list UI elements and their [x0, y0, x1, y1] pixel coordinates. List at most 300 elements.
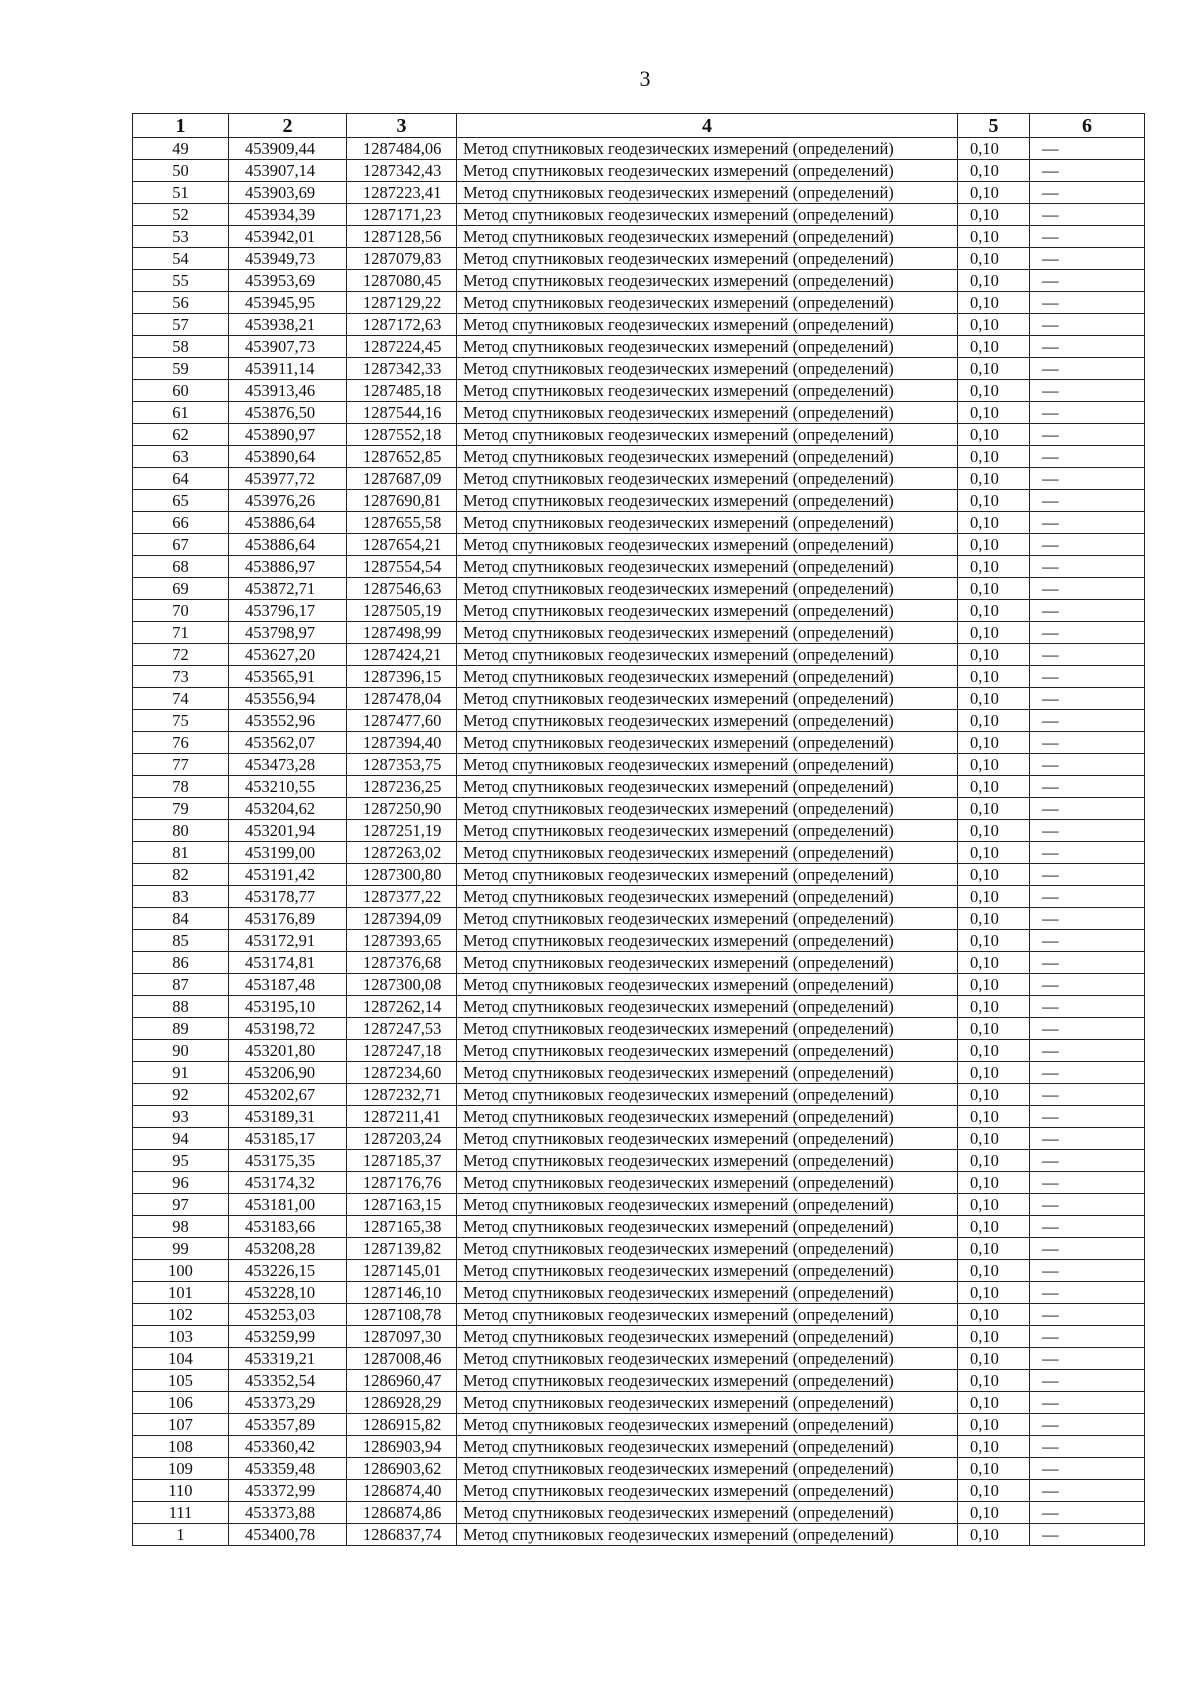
- y-coordinate-cell: 1287139,82: [347, 1238, 457, 1260]
- accuracy-cell: 0,10: [958, 314, 1030, 336]
- table-row: [133, 1172, 1145, 1194]
- y-coordinate-cell: 1286903,62: [347, 1458, 457, 1480]
- accuracy-cell: 0,10: [958, 798, 1030, 820]
- table-row: [133, 512, 1145, 534]
- table-row: [133, 996, 1145, 1018]
- point-number-cell: 59: [133, 358, 229, 380]
- method-cell: Метод спутниковых геодезических измерений (определений): [457, 952, 958, 974]
- method-cell: Метод спутниковых геодезических измерений (определений): [457, 1062, 958, 1084]
- accuracy-cell: 0,10: [958, 1436, 1030, 1458]
- note-cell: —: [1030, 930, 1145, 952]
- y-coordinate-cell: 1286915,82: [347, 1414, 457, 1436]
- table-row: [133, 358, 1145, 380]
- table-row: [133, 1348, 1145, 1370]
- point-number-cell: 82: [133, 864, 229, 886]
- x-coordinate-cell: 453228,10: [229, 1282, 347, 1304]
- method-cell: Метод спутниковых геодезических измерений (определений): [457, 160, 958, 182]
- table-row: [133, 1128, 1145, 1150]
- header-col-1: 1: [133, 114, 229, 138]
- note-cell: —: [1030, 490, 1145, 512]
- point-number-cell: 71: [133, 622, 229, 644]
- method-cell: Метод спутниковых геодезических измерений (определений): [457, 1260, 958, 1282]
- y-coordinate-cell: 1287484,06: [347, 138, 457, 160]
- point-number-cell: 73: [133, 666, 229, 688]
- y-coordinate-cell: 1287655,58: [347, 512, 457, 534]
- accuracy-cell: 0,10: [958, 1216, 1030, 1238]
- point-number-cell: 76: [133, 732, 229, 754]
- accuracy-cell: 0,10: [958, 644, 1030, 666]
- note-cell: —: [1030, 446, 1145, 468]
- y-coordinate-cell: 1287079,83: [347, 248, 457, 270]
- method-cell: Метод спутниковых геодезических измерений (определений): [457, 1172, 958, 1194]
- x-coordinate-cell: 453976,26: [229, 490, 347, 512]
- x-coordinate-cell: 453191,42: [229, 864, 347, 886]
- note-cell: —: [1030, 578, 1145, 600]
- method-cell: Метод спутниковых геодезических измерений (определений): [457, 402, 958, 424]
- x-coordinate-cell: 453400,78: [229, 1524, 347, 1546]
- table-row: [133, 1370, 1145, 1392]
- method-cell: Метод спутниковых геодезических измерений (определений): [457, 644, 958, 666]
- note-cell: —: [1030, 1480, 1145, 1502]
- accuracy-cell: 0,10: [958, 1172, 1030, 1194]
- table-row: [133, 1062, 1145, 1084]
- note-cell: —: [1030, 1040, 1145, 1062]
- table-row: [133, 1040, 1145, 1062]
- note-cell: —: [1030, 1348, 1145, 1370]
- accuracy-cell: 0,10: [958, 1238, 1030, 1260]
- point-number-cell: 72: [133, 644, 229, 666]
- table-row: [133, 578, 1145, 600]
- note-cell: —: [1030, 204, 1145, 226]
- note-cell: —: [1030, 820, 1145, 842]
- method-cell: Метод спутниковых геодезических измерений (определений): [457, 864, 958, 886]
- note-cell: —: [1030, 1084, 1145, 1106]
- point-number-cell: 99: [133, 1238, 229, 1260]
- point-number-cell: 60: [133, 380, 229, 402]
- y-coordinate-cell: 1287498,99: [347, 622, 457, 644]
- note-cell: —: [1030, 886, 1145, 908]
- table-row: [133, 270, 1145, 292]
- method-cell: Метод спутниковых геодезических измерений (определений): [457, 358, 958, 380]
- y-coordinate-cell: 1287300,08: [347, 974, 457, 996]
- accuracy-cell: 0,10: [958, 204, 1030, 226]
- table-row: [133, 886, 1145, 908]
- accuracy-cell: 0,10: [958, 424, 1030, 446]
- y-coordinate-cell: 1287163,15: [347, 1194, 457, 1216]
- point-number-cell: 109: [133, 1458, 229, 1480]
- point-number-cell: 58: [133, 336, 229, 358]
- point-number-cell: 92: [133, 1084, 229, 1106]
- table-row: [133, 1392, 1145, 1414]
- accuracy-cell: 0,10: [958, 842, 1030, 864]
- x-coordinate-cell: 453319,21: [229, 1348, 347, 1370]
- page-number: 3: [639, 66, 651, 91]
- accuracy-cell: 0,10: [958, 886, 1030, 908]
- table-row: [133, 556, 1145, 578]
- note-cell: —: [1030, 1018, 1145, 1040]
- table-row: [133, 710, 1145, 732]
- x-coordinate-cell: 453202,67: [229, 1084, 347, 1106]
- y-coordinate-cell: 1287353,75: [347, 754, 457, 776]
- point-number-cell: 106: [133, 1392, 229, 1414]
- point-number-cell: 50: [133, 160, 229, 182]
- accuracy-cell: 0,10: [958, 1304, 1030, 1326]
- accuracy-cell: 0,10: [958, 578, 1030, 600]
- y-coordinate-cell: 1287485,18: [347, 380, 457, 402]
- table-row: [133, 204, 1145, 226]
- point-number-cell: 100: [133, 1260, 229, 1282]
- point-number-cell: 105: [133, 1370, 229, 1392]
- y-coordinate-cell: 1287211,41: [347, 1106, 457, 1128]
- point-number-cell: 83: [133, 886, 229, 908]
- table-row: [133, 292, 1145, 314]
- method-cell: Метод спутниковых геодезических измерений (определений): [457, 1502, 958, 1524]
- table-row: [133, 776, 1145, 798]
- note-cell: —: [1030, 1238, 1145, 1260]
- y-coordinate-cell: 1287394,09: [347, 908, 457, 930]
- x-coordinate-cell: 453945,95: [229, 292, 347, 314]
- note-cell: —: [1030, 622, 1145, 644]
- method-cell: Метод спутниковых геодезических измерений (определений): [457, 446, 958, 468]
- accuracy-cell: 0,10: [958, 1018, 1030, 1040]
- point-number-cell: 91: [133, 1062, 229, 1084]
- table-row: [133, 402, 1145, 424]
- method-cell: Метод спутниковых геодезических измерений (определений): [457, 1524, 958, 1546]
- point-number-cell: 77: [133, 754, 229, 776]
- y-coordinate-cell: 1287234,60: [347, 1062, 457, 1084]
- note-cell: —: [1030, 1260, 1145, 1282]
- table-row: [133, 138, 1145, 160]
- x-coordinate-cell: 453172,91: [229, 930, 347, 952]
- x-coordinate-cell: 453360,42: [229, 1436, 347, 1458]
- note-cell: —: [1030, 842, 1145, 864]
- x-coordinate-cell: 453198,72: [229, 1018, 347, 1040]
- y-coordinate-cell: 1287171,23: [347, 204, 457, 226]
- method-cell: Метод спутниковых геодезических измерений (определений): [457, 798, 958, 820]
- accuracy-cell: 0,10: [958, 1150, 1030, 1172]
- point-number-cell: 108: [133, 1436, 229, 1458]
- note-cell: —: [1030, 1326, 1145, 1348]
- point-number-cell: 74: [133, 688, 229, 710]
- note-cell: —: [1030, 754, 1145, 776]
- note-cell: —: [1030, 798, 1145, 820]
- accuracy-cell: 0,10: [958, 138, 1030, 160]
- method-cell: Метод спутниковых геодезических измерений (определений): [457, 182, 958, 204]
- y-coordinate-cell: 1287342,43: [347, 160, 457, 182]
- table-row: [133, 1260, 1145, 1282]
- method-cell: Метод спутниковых геодезических измерений (определений): [457, 1106, 958, 1128]
- method-cell: Метод спутниковых геодезических измерений (определений): [457, 1282, 958, 1304]
- header-col-2: 2: [229, 114, 347, 138]
- x-coordinate-cell: 453201,94: [229, 820, 347, 842]
- accuracy-cell: 0,10: [958, 996, 1030, 1018]
- accuracy-cell: 0,10: [958, 754, 1030, 776]
- y-coordinate-cell: 1287652,85: [347, 446, 457, 468]
- y-coordinate-cell: 1287250,90: [347, 798, 457, 820]
- method-cell: Метод спутниковых геодезических измерений (определений): [457, 1150, 958, 1172]
- x-coordinate-cell: 453796,17: [229, 600, 347, 622]
- table-row: [133, 666, 1145, 688]
- y-coordinate-cell: 1286903,94: [347, 1436, 457, 1458]
- note-cell: —: [1030, 688, 1145, 710]
- point-number-cell: 57: [133, 314, 229, 336]
- x-coordinate-cell: 453253,03: [229, 1304, 347, 1326]
- x-coordinate-cell: 453890,64: [229, 446, 347, 468]
- accuracy-cell: 0,10: [958, 1524, 1030, 1546]
- accuracy-cell: 0,10: [958, 380, 1030, 402]
- y-coordinate-cell: 1287505,19: [347, 600, 457, 622]
- point-number-cell: 110: [133, 1480, 229, 1502]
- method-cell: Метод спутниковых геодезических измерений (определений): [457, 1194, 958, 1216]
- x-coordinate-cell: 453942,01: [229, 226, 347, 248]
- x-coordinate-cell: 453181,00: [229, 1194, 347, 1216]
- point-number-cell: 93: [133, 1106, 229, 1128]
- method-cell: Метод спутниковых геодезических измерений (определений): [457, 424, 958, 446]
- point-number-cell: 87: [133, 974, 229, 996]
- y-coordinate-cell: 1287263,02: [347, 842, 457, 864]
- point-number-cell: 65: [133, 490, 229, 512]
- method-cell: Метод спутниковых геодезических измерений (определений): [457, 930, 958, 952]
- y-coordinate-cell: 1287172,63: [347, 314, 457, 336]
- point-number-cell: 103: [133, 1326, 229, 1348]
- point-number-cell: 88: [133, 996, 229, 1018]
- point-number-cell: 62: [133, 424, 229, 446]
- note-cell: —: [1030, 864, 1145, 886]
- note-cell: —: [1030, 292, 1145, 314]
- note-cell: —: [1030, 1128, 1145, 1150]
- y-coordinate-cell: 1287097,30: [347, 1326, 457, 1348]
- note-cell: —: [1030, 644, 1145, 666]
- accuracy-cell: 0,10: [958, 1260, 1030, 1282]
- y-coordinate-cell: 1287546,63: [347, 578, 457, 600]
- point-number-cell: 61: [133, 402, 229, 424]
- accuracy-cell: 0,10: [958, 1194, 1030, 1216]
- y-coordinate-cell: 1287080,45: [347, 270, 457, 292]
- method-cell: Метод спутниковых геодезических измерений (определений): [457, 1370, 958, 1392]
- table-row: [133, 1150, 1145, 1172]
- y-coordinate-cell: 1286837,74: [347, 1524, 457, 1546]
- point-number-cell: 75: [133, 710, 229, 732]
- note-cell: —: [1030, 226, 1145, 248]
- y-coordinate-cell: 1287185,37: [347, 1150, 457, 1172]
- point-number-cell: 90: [133, 1040, 229, 1062]
- x-coordinate-cell: 453189,31: [229, 1106, 347, 1128]
- accuracy-cell: 0,10: [958, 248, 1030, 270]
- point-number-cell: 69: [133, 578, 229, 600]
- coordinates-table: [132, 113, 1145, 1546]
- table-row: [133, 314, 1145, 336]
- note-cell: —: [1030, 160, 1145, 182]
- note-cell: —: [1030, 336, 1145, 358]
- y-coordinate-cell: 1287654,21: [347, 534, 457, 556]
- table-row: [133, 468, 1145, 490]
- x-coordinate-cell: 453876,50: [229, 402, 347, 424]
- point-number-cell: 84: [133, 908, 229, 930]
- note-cell: —: [1030, 952, 1145, 974]
- accuracy-cell: 0,10: [958, 226, 1030, 248]
- table-row: [133, 930, 1145, 952]
- header-col-3: 3: [347, 114, 457, 138]
- accuracy-cell: 0,10: [958, 820, 1030, 842]
- note-cell: —: [1030, 512, 1145, 534]
- table-row: [133, 226, 1145, 248]
- x-coordinate-cell: 453907,73: [229, 336, 347, 358]
- point-number-cell: 81: [133, 842, 229, 864]
- accuracy-cell: 0,10: [958, 952, 1030, 974]
- table-row: [133, 1106, 1145, 1128]
- table-row: [133, 1502, 1145, 1524]
- method-cell: Метод спутниковых геодезических измерений (определений): [457, 1084, 958, 1106]
- y-coordinate-cell: 1287165,38: [347, 1216, 457, 1238]
- y-coordinate-cell: 1287224,45: [347, 336, 457, 358]
- x-coordinate-cell: 453798,97: [229, 622, 347, 644]
- x-coordinate-cell: 453199,00: [229, 842, 347, 864]
- method-cell: Метод спутниковых геодезических измерений (определений): [457, 886, 958, 908]
- table-row: [133, 490, 1145, 512]
- note-cell: —: [1030, 1216, 1145, 1238]
- table-row: [133, 1194, 1145, 1216]
- y-coordinate-cell: 1287262,14: [347, 996, 457, 1018]
- x-coordinate-cell: 453934,39: [229, 204, 347, 226]
- x-coordinate-cell: 453204,62: [229, 798, 347, 820]
- point-number-cell: 107: [133, 1414, 229, 1436]
- point-number-cell: 101: [133, 1282, 229, 1304]
- point-number-cell: 53: [133, 226, 229, 248]
- method-cell: Метод спутниковых геодезических измерений (определений): [457, 314, 958, 336]
- method-cell: Метод спутниковых геодезических измерений (определений): [457, 1304, 958, 1326]
- x-coordinate-cell: 453886,97: [229, 556, 347, 578]
- method-cell: Метод спутниковых геодезических измерений (определений): [457, 1392, 958, 1414]
- table-row: [133, 600, 1145, 622]
- note-cell: —: [1030, 424, 1145, 446]
- point-number-cell: 54: [133, 248, 229, 270]
- method-cell: Метод спутниковых геодезических измерений (определений): [457, 820, 958, 842]
- note-cell: —: [1030, 1150, 1145, 1172]
- x-coordinate-cell: 453473,28: [229, 754, 347, 776]
- x-coordinate-cell: 453373,29: [229, 1392, 347, 1414]
- point-number-cell: 104: [133, 1348, 229, 1370]
- point-number-cell: 89: [133, 1018, 229, 1040]
- y-coordinate-cell: 1287108,78: [347, 1304, 457, 1326]
- method-cell: Метод спутниковых геодезических измерений (определений): [457, 1216, 958, 1238]
- x-coordinate-cell: 453938,21: [229, 314, 347, 336]
- x-coordinate-cell: 453183,66: [229, 1216, 347, 1238]
- accuracy-cell: 0,10: [958, 666, 1030, 688]
- x-coordinate-cell: 453226,15: [229, 1260, 347, 1282]
- table-row: [133, 1326, 1145, 1348]
- accuracy-cell: 0,10: [958, 1084, 1030, 1106]
- y-coordinate-cell: 1286874,40: [347, 1480, 457, 1502]
- method-cell: Метод спутниковых геодезических измерений (определений): [457, 600, 958, 622]
- y-coordinate-cell: 1287008,46: [347, 1348, 457, 1370]
- accuracy-cell: 0,10: [958, 600, 1030, 622]
- y-coordinate-cell: 1286960,47: [347, 1370, 457, 1392]
- table-row: [133, 754, 1145, 776]
- note-cell: —: [1030, 380, 1145, 402]
- note-cell: —: [1030, 1194, 1145, 1216]
- y-coordinate-cell: 1287690,81: [347, 490, 457, 512]
- point-number-cell: 102: [133, 1304, 229, 1326]
- y-coordinate-cell: 1287478,04: [347, 688, 457, 710]
- accuracy-cell: 0,10: [958, 358, 1030, 380]
- point-number-cell: 94: [133, 1128, 229, 1150]
- y-coordinate-cell: 1287176,76: [347, 1172, 457, 1194]
- note-cell: —: [1030, 358, 1145, 380]
- method-cell: Метод спутниковых геодезических измерений (определений): [457, 490, 958, 512]
- y-coordinate-cell: 1287424,21: [347, 644, 457, 666]
- x-coordinate-cell: 453949,73: [229, 248, 347, 270]
- point-number-cell: 63: [133, 446, 229, 468]
- accuracy-cell: 0,10: [958, 336, 1030, 358]
- accuracy-cell: 0,10: [958, 930, 1030, 952]
- note-cell: —: [1030, 1106, 1145, 1128]
- table-row: [133, 688, 1145, 710]
- y-coordinate-cell: 1287232,71: [347, 1084, 457, 1106]
- x-coordinate-cell: 453913,46: [229, 380, 347, 402]
- y-coordinate-cell: 1287477,60: [347, 710, 457, 732]
- accuracy-cell: 0,10: [958, 1062, 1030, 1084]
- method-cell: Метод спутниковых геодезических измерений (определений): [457, 138, 958, 160]
- method-cell: Метод спутниковых геодезических измерений (определений): [457, 1128, 958, 1150]
- point-number-cell: 64: [133, 468, 229, 490]
- method-cell: Метод спутниковых геодезических измерений (определений): [457, 512, 958, 534]
- point-number-cell: 78: [133, 776, 229, 798]
- y-coordinate-cell: 1287554,54: [347, 556, 457, 578]
- table-row: [133, 1018, 1145, 1040]
- method-cell: Метод спутниковых геодезических измерений (определений): [457, 1040, 958, 1062]
- note-cell: —: [1030, 314, 1145, 336]
- accuracy-cell: 0,10: [958, 446, 1030, 468]
- table-row: [133, 1436, 1145, 1458]
- header-col-6: 6: [1030, 114, 1145, 138]
- accuracy-cell: 0,10: [958, 1392, 1030, 1414]
- accuracy-cell: 0,10: [958, 1282, 1030, 1304]
- point-number-cell: 55: [133, 270, 229, 292]
- x-coordinate-cell: 453176,89: [229, 908, 347, 930]
- method-cell: Метод спутниковых геодезических измерений (определений): [457, 336, 958, 358]
- header-col-4: 4: [457, 114, 958, 138]
- note-cell: —: [1030, 402, 1145, 424]
- accuracy-cell: 0,10: [958, 710, 1030, 732]
- x-coordinate-cell: 453175,35: [229, 1150, 347, 1172]
- method-cell: Метод спутниковых геодезических измерений (определений): [457, 380, 958, 402]
- x-coordinate-cell: 453627,20: [229, 644, 347, 666]
- note-cell: —: [1030, 1414, 1145, 1436]
- method-cell: Метод спутниковых геодезических измерений (определений): [457, 1480, 958, 1502]
- accuracy-cell: 0,10: [958, 1414, 1030, 1436]
- point-number-cell: 96: [133, 1172, 229, 1194]
- accuracy-cell: 0,10: [958, 1370, 1030, 1392]
- method-cell: Метод спутниковых геодезических измерений (определений): [457, 710, 958, 732]
- note-cell: —: [1030, 710, 1145, 732]
- x-coordinate-cell: 453357,89: [229, 1414, 347, 1436]
- accuracy-cell: 0,10: [958, 556, 1030, 578]
- method-cell: Метод спутниковых геодезических измерений (определений): [457, 1018, 958, 1040]
- table-row: [133, 1480, 1145, 1502]
- accuracy-cell: 0,10: [958, 534, 1030, 556]
- y-coordinate-cell: 1287396,15: [347, 666, 457, 688]
- y-coordinate-cell: 1287377,22: [347, 886, 457, 908]
- method-cell: Метод спутниковых геодезических измерений (определений): [457, 534, 958, 556]
- accuracy-cell: 0,10: [958, 1480, 1030, 1502]
- y-coordinate-cell: 1287687,09: [347, 468, 457, 490]
- y-coordinate-cell: 1287552,18: [347, 424, 457, 446]
- point-number-cell: 111: [133, 1502, 229, 1524]
- method-cell: Метод спутниковых геодезических измерений (определений): [457, 622, 958, 644]
- note-cell: —: [1030, 600, 1145, 622]
- point-number-cell: 97: [133, 1194, 229, 1216]
- y-coordinate-cell: 1287251,19: [347, 820, 457, 842]
